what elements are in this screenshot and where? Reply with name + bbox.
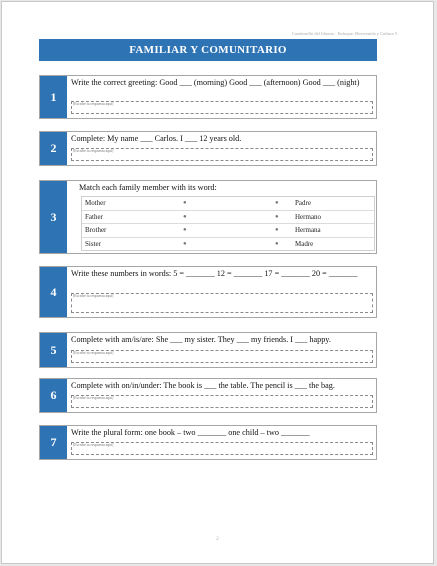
answer-placeholder: [Escribe tu respuesta aquí] [73, 443, 114, 447]
question-number: 1 [40, 76, 67, 118]
match-row [82, 238, 374, 251]
question-6 [39, 378, 377, 413]
match-bullet-icon[interactable]: ● [183, 227, 187, 234]
question-number: 5 [40, 333, 67, 367]
question-number: 2 [40, 132, 67, 165]
question-text: Write these numbers in words: 5 = _______ 12 = _______ 17 = _______ 20 = _______ [71, 269, 358, 278]
answer-field[interactable] [71, 148, 373, 161]
question-text: Complete with on/in/under: The book is ___ the table. The pencil is ___ the bag. [71, 381, 335, 390]
question-5 [39, 332, 377, 368]
question-text: Write the correct greeting: Good ___ (morning) Good ___ (afternoon) Good ___ (night) [71, 78, 360, 87]
match-bullet-icon[interactable]: ● [275, 240, 279, 247]
question-number: 4 [40, 267, 67, 317]
match-english: Sister [85, 239, 101, 248]
match-spanish: Padre [295, 199, 311, 208]
question-7 [39, 425, 377, 460]
match-row [82, 224, 374, 238]
match-spanish: Hermana [295, 226, 321, 235]
question-text: Match each family member with its word: [79, 183, 217, 192]
answer-field[interactable] [71, 293, 373, 313]
answer-field[interactable] [71, 350, 373, 363]
worksheet-title: FAMILIAR Y COMUNITARIO [39, 39, 377, 61]
page-header: Cuadernillo del Idioma · Enfoque: Bienvenida y Cultura 5 [292, 31, 397, 36]
match-bullet-icon[interactable]: ● [183, 213, 187, 220]
match-english: Father [85, 212, 103, 221]
question-2 [39, 131, 377, 166]
question-1 [39, 75, 377, 119]
question-4 [39, 266, 377, 318]
answer-placeholder: [Escribe tu respuesta aquí] [73, 102, 114, 106]
question-number: 3 [40, 181, 67, 253]
answer-field[interactable] [71, 101, 373, 114]
answer-placeholder: [Escribe tu respuesta aquí] [73, 149, 114, 153]
match-spanish: Hermano [295, 212, 322, 221]
match-bullet-icon[interactable]: ● [275, 200, 279, 207]
match-bullet-icon[interactable]: ● [275, 227, 279, 234]
match-bullet-icon[interactable]: ● [183, 240, 187, 247]
answer-field[interactable] [71, 442, 373, 455]
question-number: 7 [40, 426, 67, 459]
answer-placeholder: [Escribe tu respuesta aquí] [73, 351, 114, 355]
match-spanish: Madre [295, 239, 314, 248]
answer-placeholder: [Escribe tu respuesta aquí] [73, 396, 114, 400]
match-row [82, 197, 374, 211]
question-number: 6 [40, 379, 67, 412]
match-english: Brother [85, 226, 107, 235]
match-row [82, 211, 374, 225]
document-page [1, 1, 434, 564]
matching-table [81, 196, 375, 251]
answer-field[interactable] [71, 395, 373, 408]
question-text: Complete with am/is/are: She ___ my sister. They ___ my friends. I ___ happy. [71, 335, 331, 344]
match-bullet-icon[interactable]: ● [183, 200, 187, 207]
question-text: Complete: My name ___ Carlos. I ___ 12 years old. [71, 134, 242, 143]
match-bullet-icon[interactable]: ● [275, 213, 279, 220]
match-english: Mother [85, 199, 106, 208]
question-3 [39, 180, 377, 254]
question-text: Write the plural form: one book – two _______ one child – two _______ [71, 428, 310, 437]
page-number: 2 [216, 537, 219, 542]
answer-placeholder: [Escribe tu respuesta aquí] [73, 294, 114, 298]
